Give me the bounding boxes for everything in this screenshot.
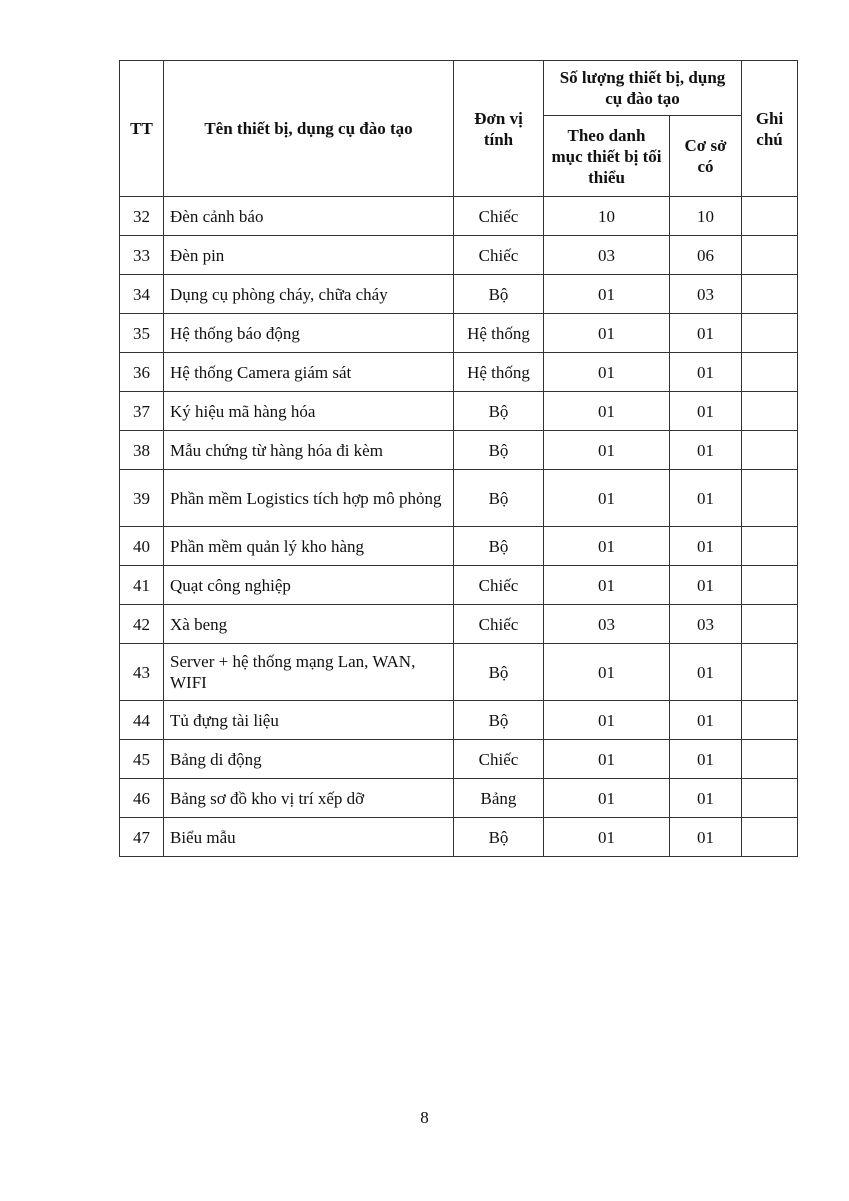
cell-note [742,740,798,779]
table-row [120,431,798,470]
cell-name: Đèn cảnh báo [164,197,454,236]
cell-facility-quantity: 01 [670,470,742,527]
table-row [120,392,798,431]
cell-note [742,470,798,527]
cell-tt: 33 [120,236,164,275]
cell-unit: Bộ [454,818,544,857]
table-row [120,740,798,779]
cell-unit: Chiếc [454,605,544,644]
cell-facility-quantity: 01 [670,353,742,392]
cell-facility-quantity: 01 [670,392,742,431]
cell-note [742,527,798,566]
cell-unit: Bộ [454,644,544,701]
cell-name: Mẫu chứng từ hàng hóa đi kèm [164,431,454,470]
cell-unit: Bộ [454,275,544,314]
cell-min-quantity: 01 [544,740,670,779]
cell-note [742,431,798,470]
cell-note [742,197,798,236]
cell-min-quantity: 01 [544,644,670,701]
cell-min-quantity: 03 [544,236,670,275]
header-note: Ghi chú [742,61,798,197]
cell-note [742,392,798,431]
cell-unit: Bộ [454,527,544,566]
cell-min-quantity: 01 [544,701,670,740]
equipment-table [119,60,798,857]
cell-facility-quantity: 01 [670,818,742,857]
cell-tt: 43 [120,644,164,701]
cell-min-quantity: 03 [544,605,670,644]
cell-facility-quantity: 01 [670,644,742,701]
cell-min-quantity: 01 [544,779,670,818]
cell-unit: Bộ [454,392,544,431]
header-quantity-group: Số lượng thiết bị, dụng cụ đào tạo [544,61,742,116]
cell-unit: Chiếc [454,236,544,275]
cell-tt: 41 [120,566,164,605]
cell-min-quantity: 01 [544,527,670,566]
cell-min-quantity: 01 [544,314,670,353]
cell-tt: 38 [120,431,164,470]
cell-facility-quantity: 06 [670,236,742,275]
table-row [120,779,798,818]
cell-tt: 39 [120,470,164,527]
cell-name: Hệ thống báo động [164,314,454,353]
cell-unit: Chiếc [454,197,544,236]
cell-note [742,236,798,275]
table-row [120,527,798,566]
cell-note [742,275,798,314]
cell-tt: 47 [120,818,164,857]
header-min-list: Theo danh mục thiết bị tối thiểu [544,116,670,197]
cell-name: Đèn pin [164,236,454,275]
cell-facility-quantity: 03 [670,605,742,644]
cell-note [742,644,798,701]
cell-note [742,353,798,392]
cell-name: Quạt công nghiệp [164,566,454,605]
cell-unit: Hệ thống [454,353,544,392]
table-row [120,701,798,740]
cell-min-quantity: 01 [544,275,670,314]
cell-name: Server + hệ thống mạng Lan, WAN, WIFI [164,644,454,701]
cell-tt: 40 [120,527,164,566]
cell-tt: 44 [120,701,164,740]
page-number: 8 [420,1108,429,1127]
cell-note [742,566,798,605]
cell-facility-quantity: 10 [670,197,742,236]
table-row [120,314,798,353]
table-row [120,275,798,314]
cell-facility-quantity: 01 [670,431,742,470]
cell-facility-quantity: 01 [670,701,742,740]
table-row [120,818,798,857]
header-tt: TT [120,61,164,197]
cell-min-quantity: 10 [544,197,670,236]
cell-name: Phần mềm quản lý kho hàng [164,527,454,566]
cell-facility-quantity: 01 [670,779,742,818]
cell-tt: 35 [120,314,164,353]
cell-name: Biểu mẫu [164,818,454,857]
cell-name: Bảng sơ đồ kho vị trí xếp dỡ [164,779,454,818]
cell-unit: Bộ [454,701,544,740]
table-row [120,236,798,275]
cell-min-quantity: 01 [544,818,670,857]
cell-unit: Bộ [454,470,544,527]
header-name: Tên thiết bị, dụng cụ đào tạo [164,61,454,197]
header-facility-has: Cơ sở có [670,116,742,197]
cell-tt: 36 [120,353,164,392]
header-unit: Đơn vị tính [454,61,544,197]
cell-facility-quantity: 01 [670,740,742,779]
cell-note [742,701,798,740]
cell-name: Xà beng [164,605,454,644]
cell-facility-quantity: 01 [670,527,742,566]
cell-unit: Hệ thống [454,314,544,353]
header-row-top [120,61,798,116]
cell-min-quantity: 01 [544,392,670,431]
cell-note [742,818,798,857]
cell-name: Bảng di động [164,740,454,779]
cell-min-quantity: 01 [544,431,670,470]
cell-facility-quantity: 01 [670,314,742,353]
cell-name: Ký hiệu mã hàng hóa [164,392,454,431]
cell-tt: 42 [120,605,164,644]
cell-name: Dụng cụ phòng cháy, chữa cháy [164,275,454,314]
cell-tt: 37 [120,392,164,431]
cell-unit: Chiếc [454,566,544,605]
cell-unit: Bảng [454,779,544,818]
cell-unit: Bộ [454,431,544,470]
cell-unit: Chiếc [454,740,544,779]
cell-facility-quantity: 01 [670,566,742,605]
cell-facility-quantity: 03 [670,275,742,314]
cell-tt: 45 [120,740,164,779]
cell-min-quantity: 01 [544,566,670,605]
table-row [120,470,798,527]
cell-name: Tủ đựng tài liệu [164,701,454,740]
table-row [120,605,798,644]
table-row [120,197,798,236]
table-body [120,197,798,857]
table-row [120,353,798,392]
cell-note [742,605,798,644]
table-row [120,566,798,605]
cell-tt: 46 [120,779,164,818]
cell-name: Phần mềm Logistics tích hợp mô phỏng [164,470,454,527]
cell-tt: 34 [120,275,164,314]
cell-min-quantity: 01 [544,353,670,392]
cell-note [742,779,798,818]
table-row [120,644,798,701]
cell-min-quantity: 01 [544,470,670,527]
cell-note [742,314,798,353]
cell-tt: 32 [120,197,164,236]
cell-name: Hệ thống Camera giám sát [164,353,454,392]
